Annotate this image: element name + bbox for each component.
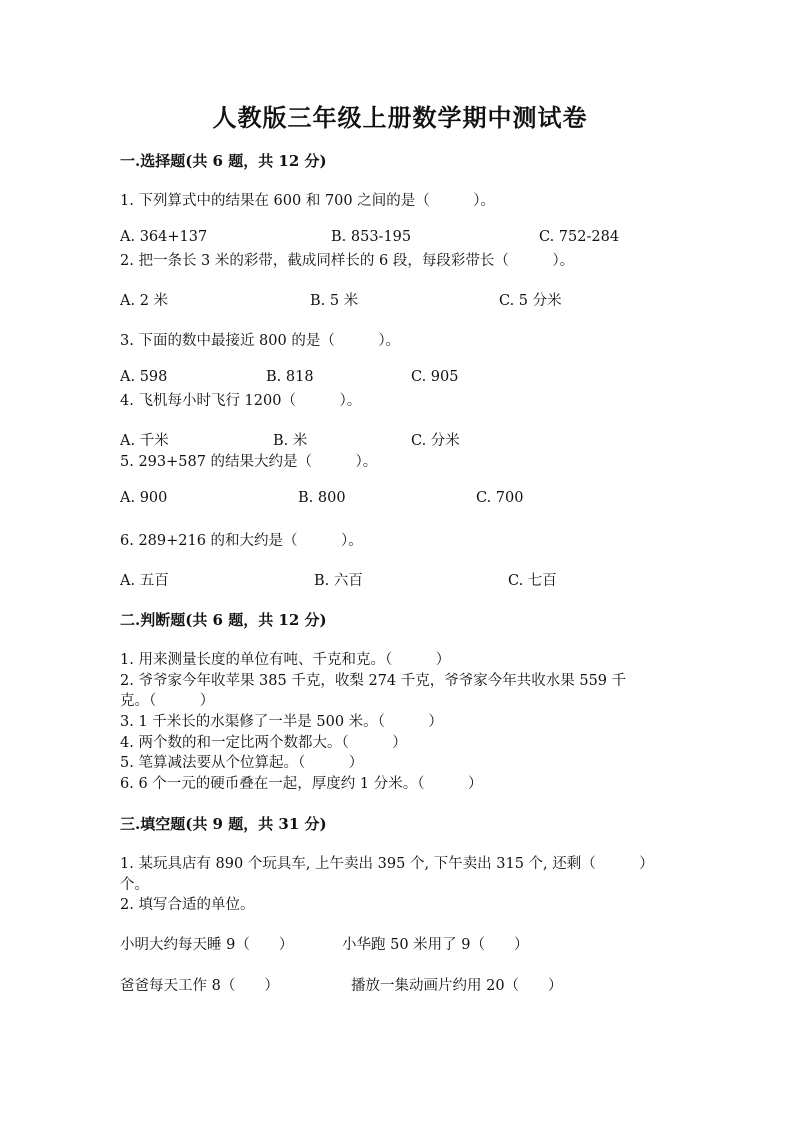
- judge-question-6: 6. 6 个一元的硬币叠在一起，厚度约 1 分米。（ ）: [120, 776, 483, 792]
- choice-3-option-c: C. 905: [411, 369, 459, 385]
- choice-question-2: 2. 把一条长 3 米的彩带，截成同样长的 6 段，每段彩带长（ ）。: [120, 253, 575, 269]
- choice-3-option-a: A. 598: [120, 369, 168, 385]
- fill-question-2: 2. 填写合适的单位。: [120, 897, 255, 913]
- choice-4-option-c: C. 分米: [411, 433, 460, 449]
- fill-item-run: 小华跑 50 米用了 9（ ）: [342, 937, 529, 953]
- judge-question-5: 5. 笔算减法要从个位算起。（ ）: [120, 755, 364, 771]
- choice-3-option-b: B. 818: [266, 369, 314, 385]
- judge-question-3: 3. 1 千米长的水渠修了一半是 500 米。（ ）: [120, 714, 443, 730]
- choice-2-option-c: C. 5 分米: [499, 293, 562, 309]
- fill-item-cartoon: 播放一集动画片约用 20（ ）: [351, 978, 563, 994]
- choice-5-option-a: A. 900: [120, 490, 168, 506]
- choice-6-option-a: A. 五百: [120, 573, 169, 589]
- fill-question-1-line2: 个。: [120, 877, 149, 893]
- fill-question-1-line1: 1. 某玩具店有 890 个玩具车, 上午卖出 395 个, 下午卖出 315 个, 还剩（ ）: [120, 856, 654, 872]
- judge-question-1: 1. 用来测量长度的单位有吨、千克和克。（ ）: [120, 652, 451, 668]
- section-heading-choice: 一.选择题(共 6 题，共 12 分): [120, 152, 327, 170]
- judge-question-2-line2: 克。（ ）: [120, 693, 215, 709]
- choice-question-1: 1. 下列算式中的结果在 600 和 700 之间的是（ ）。: [120, 193, 495, 209]
- choice-1-option-c: C. 752-284: [539, 229, 620, 245]
- section-heading-judge: 二.判断题(共 6 题，共 12 分): [120, 611, 327, 629]
- choice-2-option-a: A. 2 米: [120, 293, 169, 309]
- judge-question-2-line1: 2. 爷爷家今年收苹果 385 千克，收梨 274 千克，爷爷家今年共收水果 559 千: [120, 673, 627, 689]
- choice-6-option-c: C. 七百: [508, 573, 557, 589]
- choice-2-option-b: B. 5 米: [310, 293, 359, 309]
- choice-question-4: 4. 飞机每小时飞行 1200（ ）。: [120, 393, 362, 409]
- choice-5-option-b: B. 800: [298, 490, 346, 506]
- choice-4-option-a: A. 千米: [120, 433, 169, 449]
- choice-4-option-b: B. 米: [273, 433, 308, 449]
- fill-item-sleep: 小明大约每天睡 9（ ）: [120, 937, 294, 953]
- choice-5-option-c: C. 700: [476, 490, 524, 506]
- page-title: 人教版三年级上册数学期中测试卷: [212, 103, 588, 132]
- choice-1-option-a: A. 364+137: [120, 229, 208, 245]
- choice-question-3: 3. 下面的数中最接近 800 的是（ ）。: [120, 333, 401, 349]
- choice-question-6: 6. 289+216 的和大约是（ ）。: [120, 533, 363, 549]
- choice-1-option-b: B. 853-195: [331, 229, 412, 245]
- choice-question-5: 5. 293+587 的结果大约是（ ）。: [120, 454, 378, 470]
- judge-question-4: 4. 两个数的和一定比两个数都大。（ ）: [120, 735, 407, 751]
- section-heading-fill: 三.填空题(共 9 题，共 31 分): [120, 815, 327, 833]
- choice-6-option-b: B. 六百: [314, 573, 363, 589]
- fill-item-work: 爸爸每天工作 8（ ）: [120, 978, 279, 994]
